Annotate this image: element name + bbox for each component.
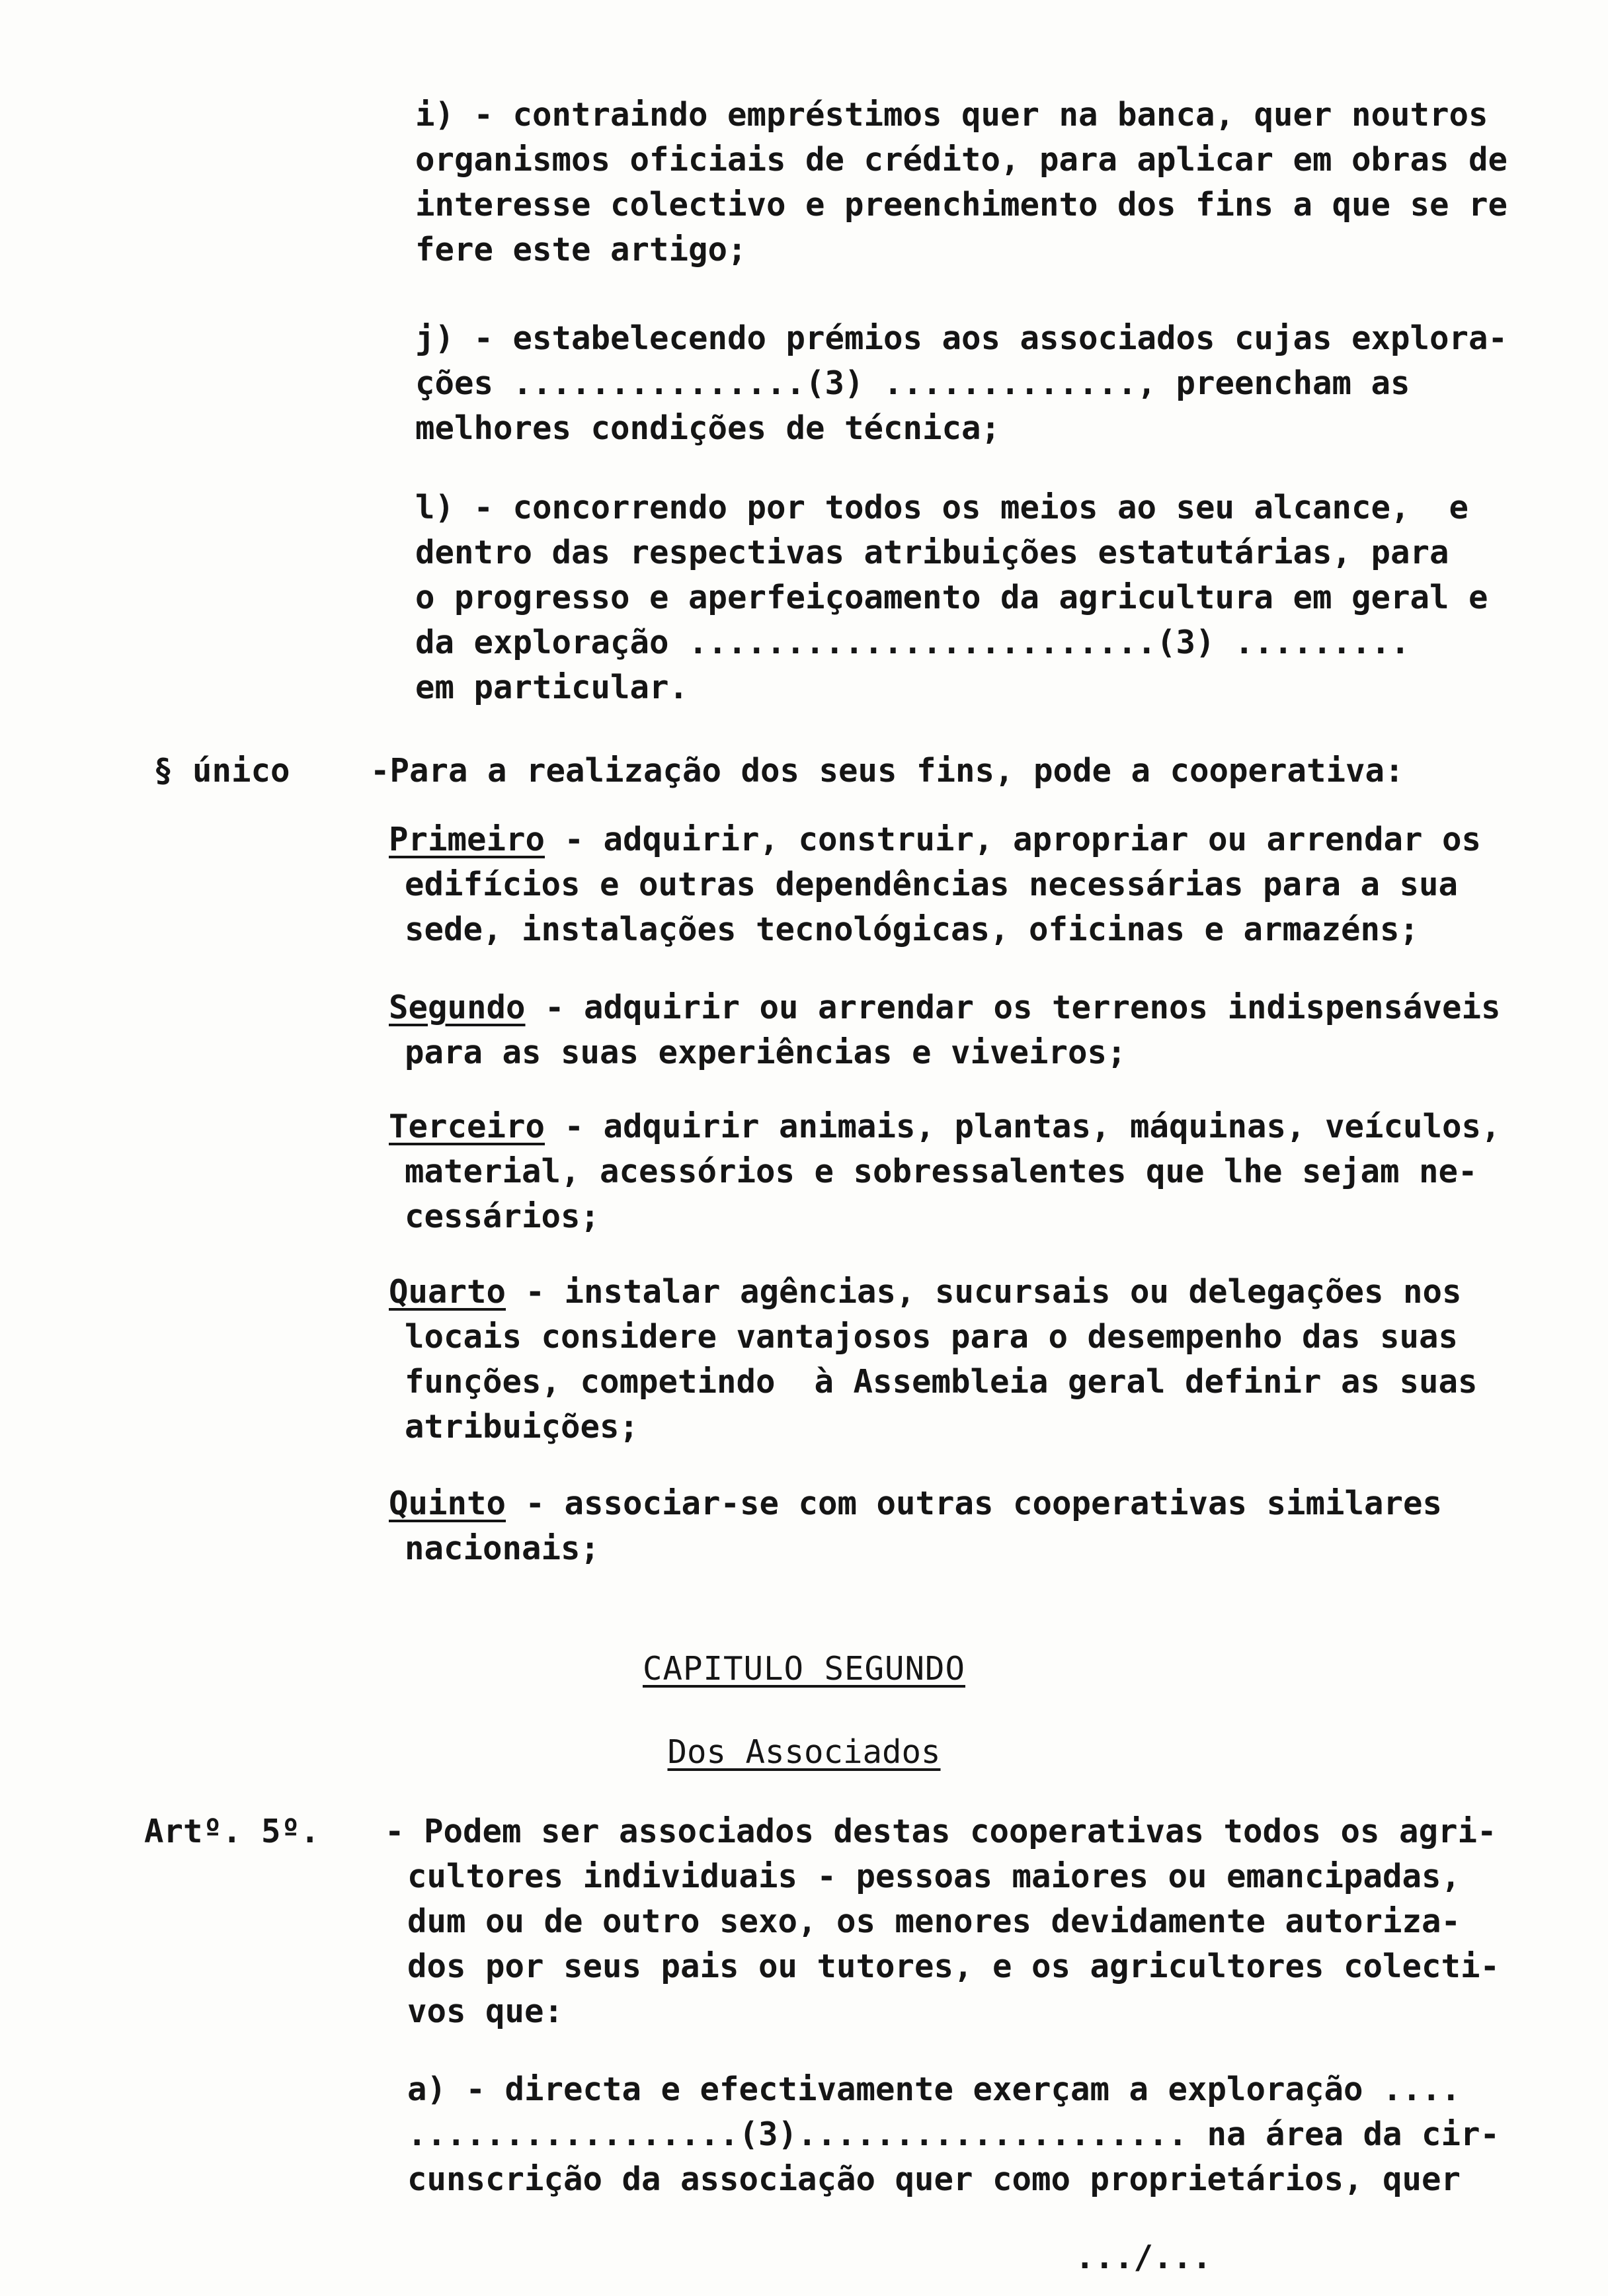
text-line: dos por seus pais ou tutores, e os agricultores colecti- [407, 1948, 1500, 1985]
text-line: j) - estabelecendo prémios aos associados cujas explora- [415, 319, 1508, 357]
item-j [415, 316, 1508, 451]
clause-term: Quarto [389, 1273, 506, 1311]
text-line: cultores individuais - pessoas maiores ou emancipadas, [407, 1858, 1461, 1895]
text-line: sede, instalações tecnológicas, oficinas e armazéns; [405, 911, 1420, 948]
text-line: fere este artigo; [415, 231, 747, 268]
paragraph-label: § único [153, 752, 290, 790]
clause-term: Segundo [389, 989, 526, 1026]
text-line: - associar-se com outras cooperativas similares [506, 1485, 1443, 1522]
text-line: i) - contraindo empréstimos quer na banca, quer noutros [415, 96, 1488, 134]
item-i [415, 93, 1508, 272]
text-line: da exploração ........................(3) ......... [415, 624, 1410, 661]
text-line: melhores condições de técnica; [415, 409, 1001, 447]
text-line: locais considere vantajosos para o desempenho das suas [405, 1318, 1459, 1356]
text-line: cunscrição da associação quer como proprietários, quer [407, 2160, 1461, 2198]
text-line: - adquirir, construir, apropriar ou arrendar os [545, 821, 1482, 858]
article-label: Artº. 5º. [144, 1813, 320, 1850]
text-line: l) - concorrendo por todos os meios ao seu alcance, e [415, 489, 1469, 526]
chapter-title: CAPITULO SEGUNDO [642, 1650, 965, 1688]
page-continuation: .../... [1075, 2238, 1212, 2276]
clause-primeiro [389, 817, 1481, 952]
clause-quarto [389, 1270, 1478, 1450]
text-line: para as suas experiências e viveiros; [405, 1034, 1127, 1071]
article-5 [385, 1809, 1500, 2034]
text-line: .................(3).................... na área da cir- [407, 2115, 1500, 2153]
text-line: cessários; [405, 1198, 600, 1235]
clause-term: Terceiro [389, 1108, 545, 1145]
paragraph-text: -Para a realização dos seus fins, pode a cooperativa: [370, 752, 1404, 790]
text-line: dentro das respectivas atribuições estatutárias, para [415, 534, 1449, 571]
item-l [415, 485, 1488, 710]
clause-segundo [389, 985, 1501, 1075]
text-line: interesse colectivo e preenchimento dos fins a que se re [415, 186, 1508, 224]
text-line: vos que: [407, 1992, 564, 2030]
clause-term: Primeiro [389, 821, 545, 858]
chapter-subtitle: Dos Associados [667, 1733, 941, 1771]
clause-quinto [389, 1481, 1442, 1571]
text-line: - adquirir animais, plantas, máquinas, veículos, [545, 1108, 1501, 1145]
text-line: edifícios e outras dependências necessárias para a sua [405, 866, 1459, 903]
text-line: material, acessórios e sobressalentes que lhe sejam ne- [405, 1153, 1478, 1190]
item-a [407, 2067, 1500, 2202]
text-line: o progresso e aperfeiçoamento da agricultura em geral e [415, 579, 1488, 616]
clause-term: Quinto [389, 1485, 506, 1522]
text-line: funções, competindo à Assembleia geral definir as suas [405, 1363, 1478, 1401]
text-line: - instalar agências, sucursais ou delegações nos [506, 1273, 1462, 1311]
text-line: organismos oficiais de crédito, para aplicar em obras de [415, 141, 1508, 179]
text-line: dum ou de outro sexo, os menores devidamente autoriza- [407, 1903, 1461, 1940]
text-line: ções ...............(3) ............., preencham as [415, 364, 1410, 402]
text-line: nacionais; [405, 1530, 600, 1567]
text-line: - adquirir ou arrendar os terrenos indispensáveis [525, 989, 1501, 1026]
text-line: - Podem ser associados destas cooperativas todos os agri- [385, 1813, 1497, 1850]
text-line: em particular. [415, 669, 689, 706]
text-line: a) - directa e efectivamente exerçam a exploração .... [407, 2070, 1461, 2108]
clause-terceiro [389, 1104, 1501, 1239]
text-line: atribuições; [405, 1408, 639, 1446]
